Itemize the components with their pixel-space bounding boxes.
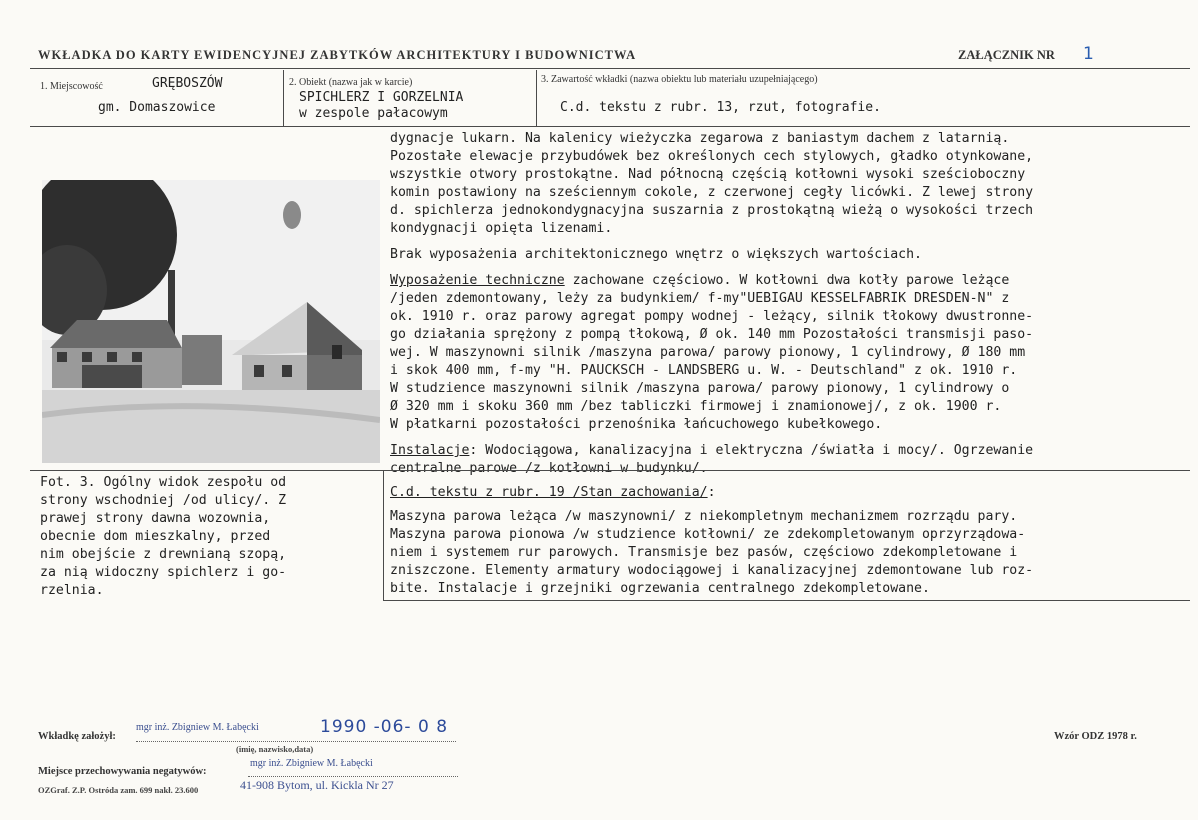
negatives-address: 41-908 Bytom, ul. Kickla Nr 27 [240, 778, 394, 792]
paragraph-line: centralne parowe /z kotłowni w budynku/. [390, 461, 708, 476]
paragraph-line: W płatkarni pozostałości przenośnika łańcuchowego kubełkowego. [390, 417, 883, 432]
caption-line: za nią widoczny spichlerz i go- [40, 565, 287, 580]
annex-label: ZAŁĄCZNIK NR [958, 48, 1055, 62]
state-section [390, 484, 1033, 598]
content-label: 3. Zawartość wkładki (nazwa obiektu lub materiału uzupełniającego) [541, 74, 818, 85]
paragraph-line [390, 272, 1033, 290]
caption-line: nim obejście z drewnianą szopą, [40, 547, 287, 562]
object-label: 2. Obiekt (nazwa jak w karcie) [289, 77, 413, 88]
paragraph-line: wszystkie otwory prostokątne. Nad północną częścią kotłowni wysoki sześcioboczny [390, 167, 1026, 182]
caption-line: prawej strony dawna wozownia, [40, 511, 271, 526]
paragraph-line: W studzience maszynowni silnik /maszyna parowa/ parowy pionowy, 1 cylindrowy o [390, 381, 1010, 396]
divider [136, 741, 456, 742]
paragraph-line: wej. W maszynowni silnik /maszyna parowa/ parowy pionowy, 1 cylindrowy, Ø 180 mm [390, 345, 1026, 360]
paragraph-line: /jeden zdemontowany, leży za budynkiem/ f-my"UEBIGAU KESSELFABRIK DRESDEN-N" z [390, 291, 1010, 306]
form-title: WKŁADKA DO KARTY EWIDENCYJNEJ ZABYTKÓW ARCHITEKTURY I BUDOWNICTWA [38, 48, 637, 62]
heading-colon: : [707, 485, 716, 500]
divider [30, 68, 1190, 69]
created-by-label: Wkładkę założył: [38, 731, 116, 742]
divider [30, 126, 1190, 127]
section-heading: Wyposażenie techniczne [390, 273, 565, 288]
paragraph-line: Maszyna parowa pionowa /w studzience kotłowni/ ze zdekompletowanym oprzyrządowa- [390, 527, 1026, 542]
paragraph-text: : Wodociągowa, kanalizacyjna i elektryczna /światła i mocy/. Ogrzewanie [469, 443, 1034, 458]
paragraph-line: komin postawiony na sześciennym cokole, z czerwonej cegły licówki. Z lewej strony [390, 185, 1034, 200]
caption-line: rzelnia. [40, 583, 104, 598]
paragraph-line: i skok 400 mm, f-my "H. PAUCKSCH - LANDSBERG u. W. - Deutschland" z ok. 1910 r. [390, 363, 1018, 378]
content-value: C.d. tekstu z rubr. 13, rzut, fotografie. [560, 100, 881, 115]
divider [283, 70, 284, 126]
section-heading: Instalacje [390, 443, 470, 458]
locality-label: 1. Miejscowość [40, 81, 103, 92]
paragraph-line: dygnacje lukarn. Na kalenicy wieżyczka zegarowa z baniastym dachem z latarnią. [390, 131, 1010, 146]
body-text [390, 130, 1033, 478]
object-value-context: w zespole pałacowym [299, 106, 448, 121]
signature-hint: (imię, nazwisko,data) [236, 744, 314, 754]
author-stamp: mgr inż. Zbigniew M. Łabęcki [136, 722, 259, 733]
commune-value: gm. Domaszowice [98, 100, 216, 115]
paragraph-line: Pozostałe elewacje przybudówek bez określonych cech stylowych, gładko otynkowane, [390, 149, 1034, 164]
negatives-stamp: mgr inż. Zbigniew M. Łabęcki [250, 758, 373, 769]
paragraph-line: Brak wyposażenia architektonicznego wnętrz o większych wartościach. [390, 247, 922, 262]
paragraph-line: zniszczone. Elementy armatury wodociągowej i kanalizacyjnej zdemontowane lub roz- [390, 563, 1034, 578]
photo-caption [40, 474, 286, 600]
caption-line: obecnie dom mieszkalny, przed [40, 529, 271, 544]
paragraph-line: ok. 1910 r. oraz parowy agregat pompy wodnej - leżący, silnik tłokowy dwustronne- [390, 309, 1034, 324]
paragraph-line [390, 442, 1033, 460]
paragraph-line: Ø 320 mm i skoku 360 mm /bez tabliczki firmowej i znamionowej/, z ok. 1900 r. [390, 399, 1002, 414]
locality-value: GRĘBOSZÓW [152, 76, 223, 91]
paragraph-line: niem i systemem rur parowych. Transmisje bez pasów, częściowo zdekompletowane i [390, 545, 1018, 560]
paragraph-line: Maszyna parowa leżąca /w maszynowni/ z niekompletnym mechanizmem rozrządu pary. [390, 509, 1018, 524]
building-photo [42, 180, 380, 463]
object-value: SPICHLERZ I GORZELNIA [299, 90, 464, 105]
paragraph-text: zachowane częściowo. W kotłowni dwa kotły parowe leżące [564, 273, 1010, 288]
caption-line: Fot. 3. Ogólny widok zespołu od [40, 475, 287, 490]
divider [383, 470, 384, 600]
paragraph-line: bite. Instalacje i grzejniki ogrzewania centralnego zdekompletowane. [390, 581, 930, 596]
creation-date: 1990 -06- 0 8 [320, 717, 449, 737]
divider [383, 600, 1190, 601]
caption-line: strony wschodniej /od ulicy/. Z [40, 493, 287, 508]
form-model: Wzór ODZ 1978 r. [1054, 731, 1137, 742]
paragraph-line: kondygnacji opięta lizenami. [390, 221, 613, 236]
annex-number: 1 [1083, 44, 1094, 64]
section-heading-line [390, 484, 1033, 502]
printer-info: OZGraf. Z.P. Ostróda zam. 699 nakł. 23.600 [38, 785, 199, 795]
divider [536, 70, 537, 126]
divider [30, 470, 1190, 471]
section-heading: C.d. tekstu z rubr. 19 /Stan zachowania/ [390, 485, 708, 500]
paragraph-line: go działania sprężony z pompą tłokową, Ø ok. 140 mm Pozostałości transmisji paso- [390, 327, 1034, 342]
paragraph-line: d. spichlerza jednokondygnacyjna suszarnia z prostokątną wieżą o wysokości trzech [390, 203, 1034, 218]
divider [248, 776, 458, 777]
negatives-location-label: Miejsce przechowywania negatywów: [38, 766, 207, 777]
